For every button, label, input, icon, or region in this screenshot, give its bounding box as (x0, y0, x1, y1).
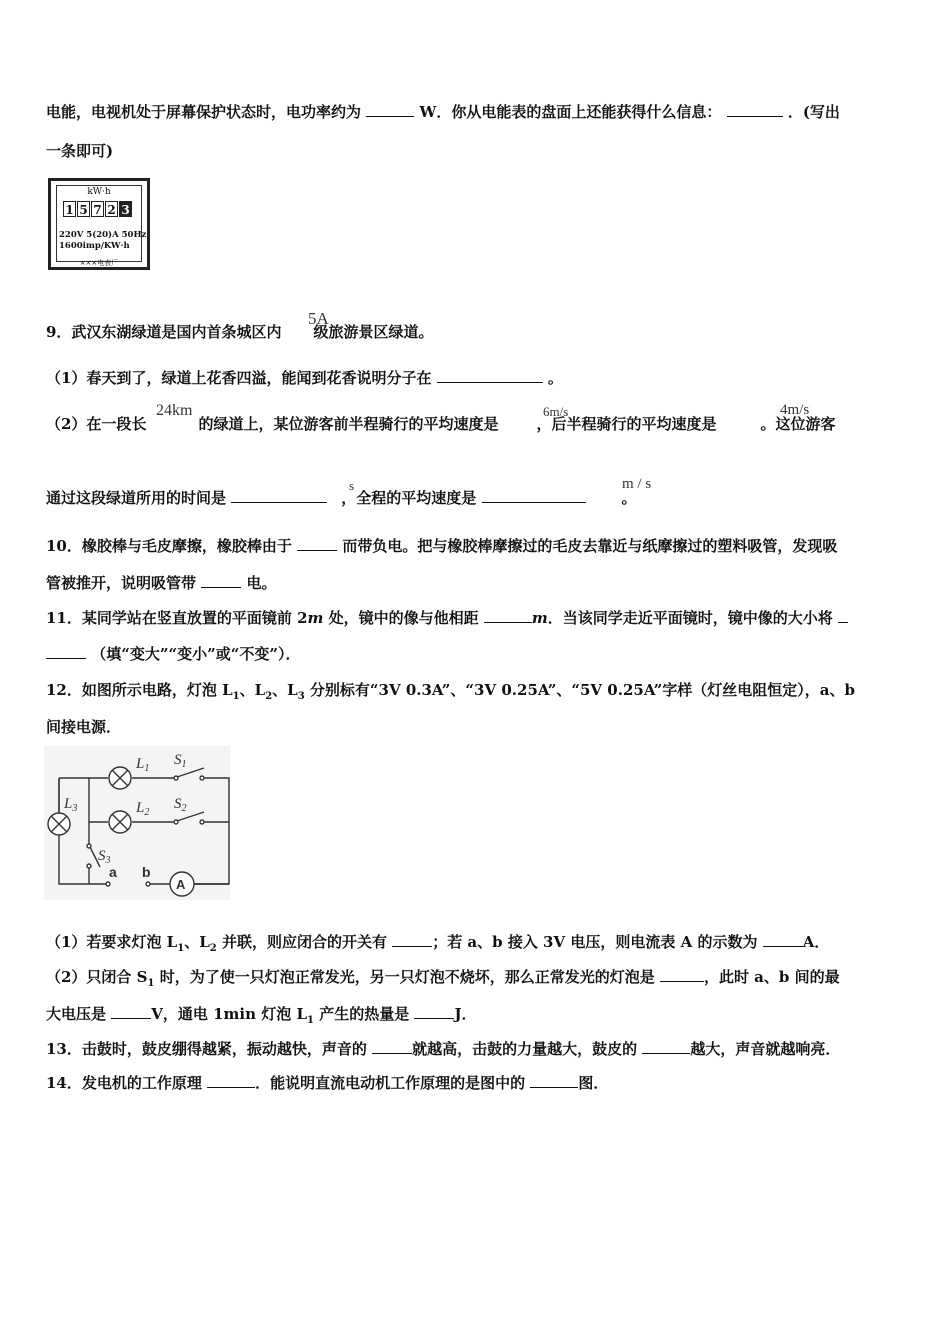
q11-blank-size[interactable] (838, 608, 848, 623)
q14-text-c: 图． (578, 1074, 609, 1092)
q9-float-ms: m / s (622, 476, 652, 492)
q12-p3-d: J． (454, 1005, 477, 1023)
q10-blank-reason[interactable] (297, 536, 337, 551)
q9-p3-a: 通过这段绿道所用的时间是 (46, 489, 227, 507)
q9-float-24km: 24km (156, 402, 193, 419)
q12-sep: 、L (272, 681, 298, 699)
q10-line-2 (46, 573, 277, 593)
meter-digit-decimal: 3 (119, 201, 132, 217)
meter-digit: 2 (105, 201, 118, 217)
q12-part-1 (46, 932, 829, 959)
q12-part-2 (46, 967, 840, 994)
q12-blank-lamp[interactable] (660, 967, 704, 982)
q10-text-a: 10．橡胶棒与毛皮摩擦，橡胶棒由于 (46, 537, 292, 555)
q10-text-c: 管被推开，说明吸管带 (46, 574, 197, 592)
q13-text-a: 13．击鼓时，鼓皮绷得越紧，振动越快，声音的 (46, 1040, 367, 1058)
q11-blank-distance[interactable] (484, 608, 532, 623)
q10-line-1 (46, 536, 837, 556)
q9-p2-d: 。这位游客 (760, 415, 836, 433)
q8-text-d: 一条即可) (46, 142, 114, 160)
q11-line-1 (46, 608, 848, 628)
meter-digits (63, 201, 133, 217)
meter-panel (56, 185, 147, 267)
label-l3-main: L (64, 796, 73, 812)
q9-blank-time[interactable] (231, 488, 327, 503)
q9-p3-c: 。 (621, 489, 637, 507)
q12-sep: 、L (239, 681, 266, 699)
q12-blank-voltage[interactable] (111, 1004, 151, 1019)
q12-p1-a: （1）若要求灯泡 L (46, 933, 178, 951)
q12-p2-b: 时，为了使一只灯泡正常发光，另一只灯泡不烧坏，那么正常发光的灯泡是 (154, 968, 655, 986)
q8-line-1 (46, 102, 840, 122)
q12-sub: 2 (265, 691, 273, 702)
q12-line-1 (46, 680, 855, 707)
q12-sep: 、L (184, 933, 210, 951)
q11-blank-size-cont[interactable] (46, 644, 86, 659)
q11-line-2 (46, 644, 301, 664)
meter-digit: 1 (63, 201, 76, 217)
q12-text-a: 12．如图所示电路，灯泡 L (46, 681, 233, 699)
meter-spec-imp: 1600imp/KW·h (59, 241, 130, 251)
q9-float-4ms: 4m/s (780, 402, 810, 418)
q13-blank-pitch[interactable] (372, 1039, 412, 1054)
meter-digit: 7 (91, 201, 104, 217)
q9-p3-b: ，全程的平均速度是 (341, 489, 477, 507)
q12-text-c: 间接电源． (46, 718, 122, 736)
q8-text-c: ．(写出 (787, 103, 840, 121)
q12-p3-b: V，通电 1min 灯泡 L (151, 1005, 308, 1023)
q13-text-c: 越大，声音就越响亮． (690, 1040, 841, 1058)
q12-p2-c: ，此时 a、b 间的最 (703, 968, 840, 986)
q12-part-3 (46, 1004, 477, 1031)
q12-p1-c: ；若 a、b 接入 3V 电压，则电流表 A 的示数为 (432, 933, 758, 951)
q9-intro-b: 级旅游景区绿道。 (313, 323, 434, 341)
q11-text-b: 处，镜中的像与他相距 (323, 609, 479, 627)
label-a: a (109, 864, 117, 880)
q12-p3-c: 产生的热量是 (313, 1005, 410, 1023)
q8-text-b: W．你从电能表的盘面上还能获得什么信息： (419, 103, 722, 121)
q14-blank-figure[interactable] (530, 1073, 578, 1088)
q12-blank-heat[interactable] (414, 1004, 454, 1019)
q12-blank-current[interactable] (763, 932, 803, 947)
q14-text-a: 14．发电机的工作原理 (46, 1074, 202, 1092)
q12-p2-a: （2）只闭合 S (46, 968, 148, 986)
q9-intro-a: 9．武汉东湖绿道是国内首条城区内 (46, 323, 282, 341)
electric-meter-figure (48, 178, 150, 270)
label-s2-main: S (174, 796, 182, 812)
q8-blank-info[interactable] (727, 102, 783, 117)
q9-float-6ms: 6m/s (543, 404, 569, 419)
label-s1-sub: 1 (181, 759, 187, 770)
q10-blank-charge[interactable] (201, 573, 241, 588)
q9-p2-a: （2）在一段长 (46, 415, 147, 433)
label-s3-main: S (98, 848, 106, 864)
q12-p3-a: 大电压是 (46, 1005, 107, 1023)
label-s2-sub: 2 (181, 803, 187, 814)
q9-part-1 (46, 368, 563, 388)
q12-line-2 (46, 717, 121, 737)
q12-sub: 1 (232, 691, 240, 702)
q9-intro (46, 322, 433, 342)
q9-p2-c: ，后半程骑行的平均速度是 (536, 415, 717, 433)
q8-text-a: 电能，电视机处于屏幕保护状态时，电功率约为 (46, 103, 362, 121)
label-b: b (142, 864, 151, 880)
q9-p1-b: 。 (547, 369, 563, 387)
q9-p2-b: 的绿道上，某位游客前半程骑行的平均速度是 (198, 415, 499, 433)
circuit-diagram (44, 746, 230, 900)
q9-float-5a: 5A (308, 309, 329, 328)
q14-blank-principle[interactable] (207, 1073, 255, 1088)
q14-text-b: ．能说明直流电动机工作原理的是图中的 (255, 1074, 526, 1092)
lamp-l2-icon (109, 811, 131, 833)
terminal-a-icon (106, 882, 110, 886)
q10-text-b: 而带负电。把与橡胶棒摩擦过的毛皮去靠近与纸摩擦过的塑料吸管，发现吸 (342, 537, 838, 555)
q9-blank-speed[interactable] (482, 488, 586, 503)
q11-text-a: 11．某同学站在竖直放置的平面镜前 2 (46, 609, 308, 627)
q9-p1-a: （1）春天到了，绿道上花香四溢，能闻到花香说明分子在 (46, 369, 432, 387)
lamp-l3-icon (48, 813, 70, 835)
q13-blank-amplitude[interactable] (642, 1039, 690, 1054)
q10-text-d: 电。 (246, 574, 277, 592)
q12-sub: 3 (297, 691, 305, 702)
q12-sub: 1 (307, 1015, 314, 1026)
label-s3-sub: 3 (105, 855, 111, 866)
q12-p1-b: 并联，则应闭合的开关有 (216, 933, 387, 951)
q13-text-b: 就越高，击鼓的力量越大，鼓皮的 (412, 1040, 638, 1058)
q11-unit-m: m (307, 609, 324, 627)
q12-sub: 2 (209, 943, 217, 954)
lamp-l1-icon (109, 767, 131, 789)
label-l2-main: L (136, 800, 145, 816)
q9-blank-molecule[interactable] (437, 368, 543, 383)
q12-sub: 1 (177, 943, 185, 954)
label-l1-main: L (136, 756, 145, 772)
label-ammeter: A (176, 877, 186, 892)
label-l3-sub: 3 (72, 803, 78, 814)
q9-part-2 (46, 414, 836, 434)
q13-line (46, 1039, 840, 1059)
q14-line (46, 1073, 608, 1093)
q11-text-d: （填“变大”“变小”或“不变”）． (91, 645, 301, 663)
q11-text-c: ．当该同学走近平面镜时，镜中像的大小将 (547, 609, 833, 627)
q12-blank-switches[interactable] (392, 932, 432, 947)
meter-maker: ×××电表厂 (79, 259, 119, 267)
meter-unit: kW·h (87, 187, 111, 197)
meter-spec-rating: 220V 5(20)A 50Hz (59, 230, 147, 240)
label-l1-sub: 1 (144, 763, 150, 774)
q9-part-3 (46, 488, 637, 508)
q9-float-s: s (349, 478, 355, 493)
q8-line-2 (46, 141, 113, 161)
q12-text-b: 分别标有“3V 0.3A”、“3V 0.25A”、“5V 0.25A”字样（灯丝电阻恒定），a、b (304, 681, 856, 699)
q12-sub: 1 (147, 978, 155, 989)
label-l2-sub: 2 (144, 807, 150, 818)
q12-p1-d: A． (802, 933, 830, 951)
meter-digit: 5 (77, 201, 90, 217)
q8-blank-power[interactable] (366, 102, 414, 117)
label-s1-main: S (174, 752, 182, 768)
q11-unit-m: m (531, 609, 548, 627)
terminal-b-icon (146, 882, 150, 886)
